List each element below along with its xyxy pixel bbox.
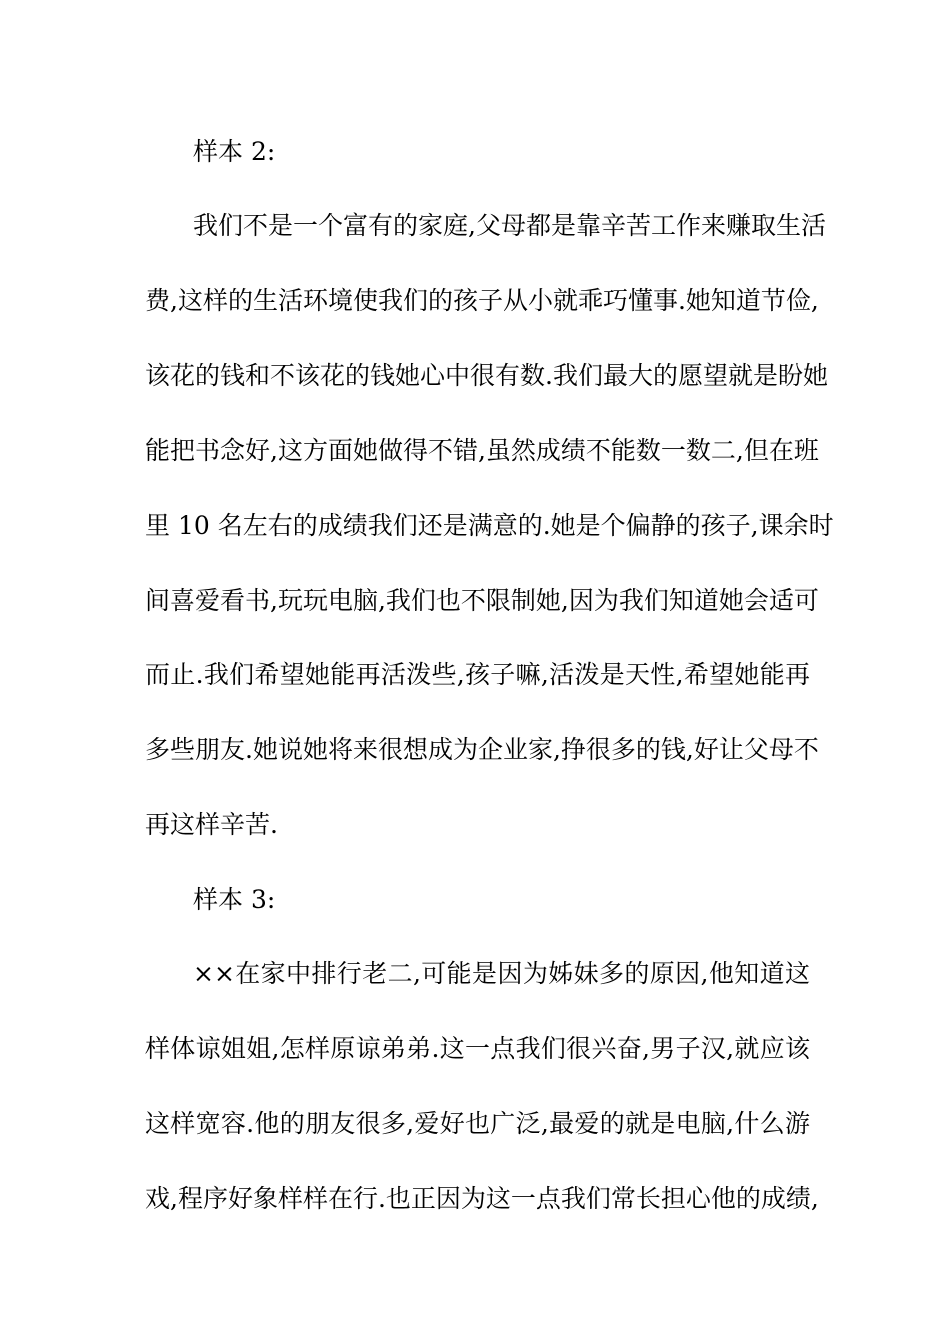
sample-2-line-1: 我们不是一个富有的家庭,父母都是靠辛苦工作来赚取生活 (193, 211, 826, 240)
sample-3-line-4: 戏,程序好象样样在行.也正因为这一点我们常长担心他的成绩, (145, 1184, 819, 1213)
sample-2-line-4: 能把书念好,这方面她做得不错,虽然成绩不能数一数二,但在班 (145, 436, 819, 465)
sample-3-heading: 样本 3: (193, 885, 276, 914)
sample-3-line-2: 样体谅姐姐,怎样原谅弟弟.这一点我们很兴奋,男子汉,就应该 (145, 1034, 810, 1063)
sample-2-line-7: 而止.我们希望她能再活泼些,孩子嘛,活泼是天性,希望她能再 (145, 660, 810, 689)
sample-2-line-6: 间喜爱看书,玩玩电脑,我们也不限制她,因为我们知道她会适可 (145, 586, 819, 615)
sample-2-line-9: 再这样辛苦. (145, 810, 278, 839)
sample-3-line-1: ××在家中排行老二,可能是因为姊妹多的原因,他知道这 (193, 959, 810, 988)
sample-2-heading: 样本 2: (193, 137, 276, 166)
sample-2-line-2: 费,这样的生活环境使我们的孩子从小就乖巧懂事.她知道节俭, (145, 286, 819, 315)
sample-3-line-3: 这样宽容.他的朋友很多,爱好也广泛,最爱的就是电脑,什么游 (145, 1109, 810, 1138)
sample-2-line-3: 该花的钱和不该花的钱她心中很有数.我们最大的愿望就是盼她 (145, 361, 828, 390)
sample-2-line-8: 多些朋友.她说她将来很想成为企业家,挣很多的钱,好让父母不 (145, 735, 819, 764)
sample-2-line-5: 里 10 名左右的成绩我们还是满意的.她是个偏静的孩子,课余时 (145, 511, 834, 540)
